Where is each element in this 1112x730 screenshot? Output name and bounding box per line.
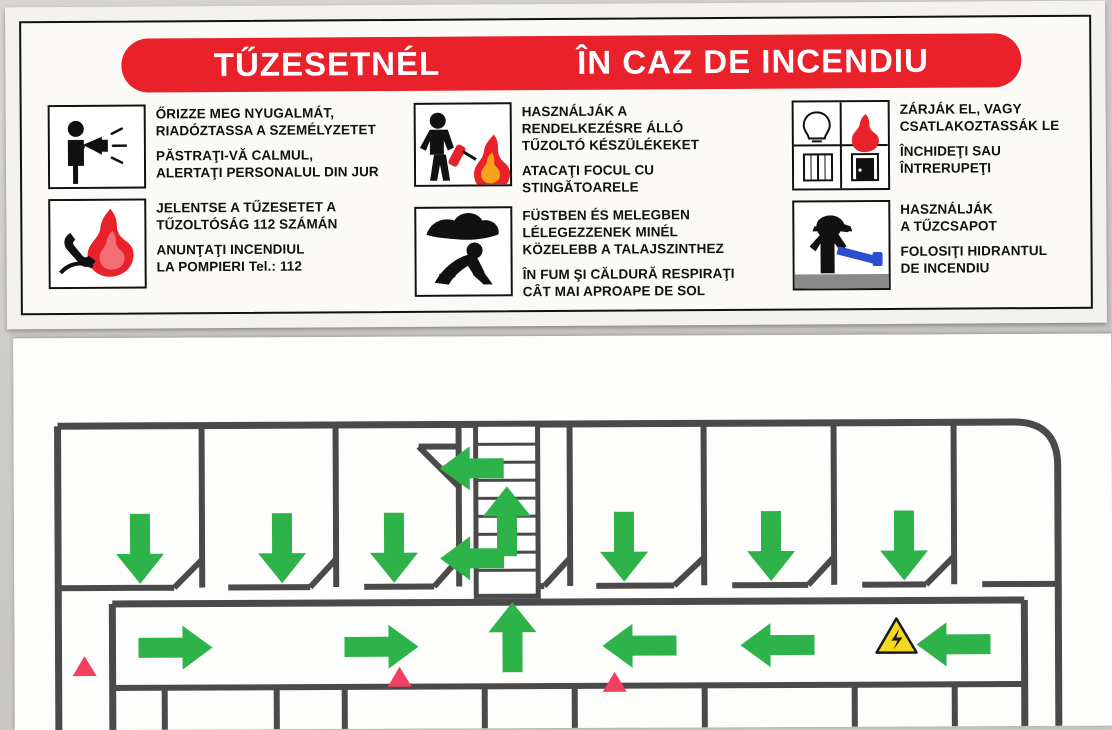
instruction-texts xyxy=(900,99,1060,177)
instruction-ro: ÎN FUM ŞI CĂLDURĂ RESPIRAŢI CÂT MAI APROAPE DE SOL xyxy=(523,266,735,301)
telephone-and-flame-icon xyxy=(48,199,147,290)
instruction-block xyxy=(48,103,409,189)
instruction-block xyxy=(792,99,1093,191)
instruction-block xyxy=(792,199,1093,291)
poster-column-1 xyxy=(48,103,409,299)
instruction-texts xyxy=(156,103,379,182)
instruction-ro: ÎNCHIDEŢI SAU ÎNTRERUPEŢI xyxy=(900,143,1060,178)
instruction-hu: JELENTSE A TŰZESETET A TŰZOLTÓSÁG 112 SZÁMÁN xyxy=(156,199,337,234)
fire-instruction-poster xyxy=(5,1,1107,330)
instruction-hu: HASZNÁLJÁK A RENDELKEZÉSRE ÁLLÓ TŰZOLTÓ KÉSZÜLÉKEKET xyxy=(522,103,700,155)
instruction-hu: HASZNÁLJÁK A TŰZCSAPOT xyxy=(900,201,1047,236)
shut-off-utilities-icon xyxy=(792,100,891,191)
poster-column-3 xyxy=(792,99,1093,301)
poster-border-frame xyxy=(19,15,1093,316)
instruction-hu: FÜSTBEN ÉS MELEGBEN LÉLEGEZZENEK MINÉL KÖZELEBB A TALAJSZINTHEZ xyxy=(522,207,734,259)
instruction-block xyxy=(48,197,409,289)
poster-column-2 xyxy=(414,101,785,312)
instruction-block xyxy=(414,101,785,198)
instruction-ro: ATACAŢI FOCUL CU STINGĂTOARELE xyxy=(522,162,699,197)
instruction-hu: ZÁRJÁK EL, VAGY CSATLAKOZTASSÁK LE xyxy=(900,101,1060,136)
instruction-ro: FOLOSIŢI HIDRANTUL DE INCENDIU xyxy=(900,243,1047,278)
firefighter-with-hydrant-icon xyxy=(792,200,891,291)
instruction-block xyxy=(414,205,785,302)
poster-title-romanian: ÎN CAZ DE INCENDIU xyxy=(577,42,929,82)
instruction-texts xyxy=(522,101,700,196)
instruction-texts xyxy=(900,199,1047,277)
instruction-texts xyxy=(522,205,735,301)
instruction-hu: ŐRIZZE MEG NYUGALMÁT, RIADÓZTASSA A SZEMÉLYZETET xyxy=(156,105,379,140)
person-crouching-in-smoke-icon xyxy=(414,207,513,298)
person-with-megaphone-icon xyxy=(48,105,147,190)
person-using-extinguisher-icon xyxy=(414,102,513,187)
poster-title-band xyxy=(121,33,1021,92)
instruction-ro: PĂSTRAŢI-VĂ CALMUL, ALERTAŢI PERSONALUL DIN JUR xyxy=(156,147,379,182)
instruction-texts xyxy=(156,197,338,276)
escape-route-floor-plan xyxy=(13,334,1112,730)
poster-title-hungarian: TŰZESETNÉL xyxy=(214,45,441,84)
instruction-ro: ANUNŢAŢI INCENDIUL LA POMPIERI Tel.: 112 xyxy=(156,241,337,276)
